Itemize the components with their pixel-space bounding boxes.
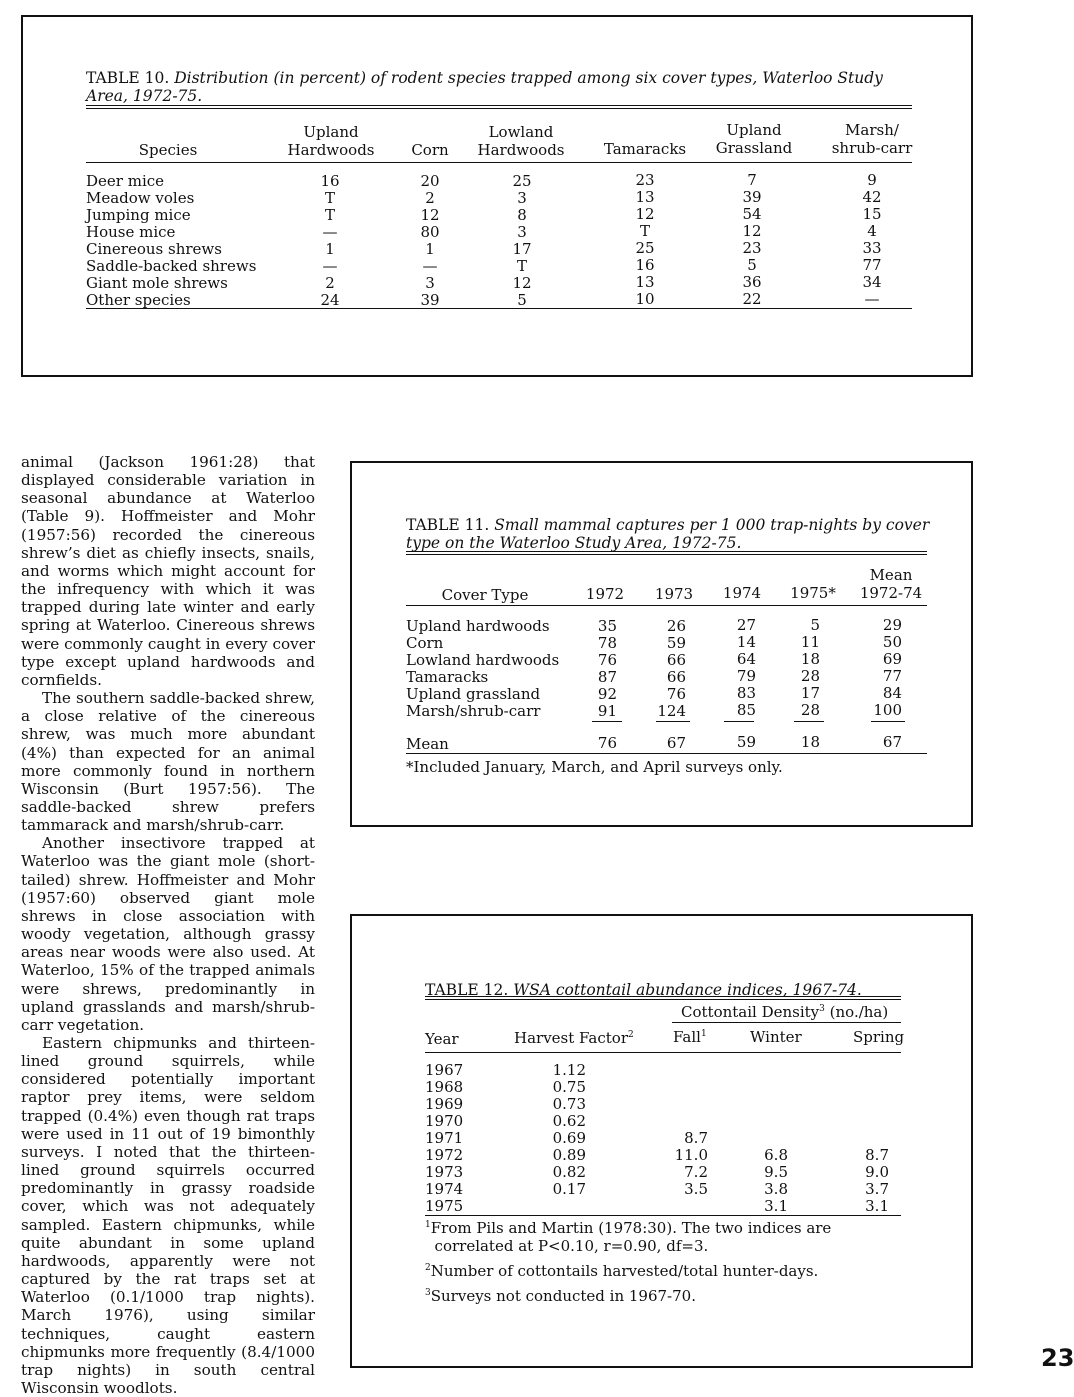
t10-cell: 4 <box>867 222 877 240</box>
t12-row-year: 1968 <box>425 1078 464 1096</box>
t10-cell: T <box>639 222 650 240</box>
t12-cell-winter: 6.8 <box>764 1146 788 1164</box>
t11-cell: 59 <box>666 634 686 652</box>
table-10-top-rule <box>86 105 912 109</box>
t10-cell: 12 <box>742 222 762 240</box>
t12-density-rule <box>672 1022 901 1023</box>
table-12-top-rule <box>425 996 901 1000</box>
table-12-header-rule <box>425 1052 901 1053</box>
t10-row-species: Other species <box>86 291 191 309</box>
t10-row-species: Giant mole shrews <box>86 274 228 292</box>
t10-cell: 7 <box>747 171 757 189</box>
t10-cell: 36 <box>742 273 762 291</box>
t11-mean-cell: 59 <box>736 733 756 751</box>
t10-cell: 42 <box>862 188 882 206</box>
paragraph-2: The southern saddle-backed shrew, a close relative of the cinereous shrew, was much more abundant (4%) than expected for an animal more commonly found in northern Wisconsin (Burt 1957:56). The saddle-backed shrew prefers tammarack and marsh/shrub-carr. <box>21 689 315 835</box>
t11-cell: 124 <box>657 702 686 720</box>
t11-cell: 5 <box>810 616 820 634</box>
t12-header-spring: Spring <box>853 1028 905 1046</box>
table-11-top-rule <box>406 551 927 555</box>
table-10-caption: TABLE 10. Distribution (in percent) of rodent species trapped among six cover types, Waterloo Study Area, 1972-75. <box>86 69 883 105</box>
t11-cell: 87 <box>597 668 617 686</box>
t10-cell: 25 <box>512 172 532 190</box>
t12-cell-fall: 11.0 <box>674 1146 708 1164</box>
t10-cell: 39 <box>420 291 440 309</box>
t12-row-year: 1973 <box>425 1163 464 1181</box>
t10-cell: 77 <box>862 256 882 274</box>
t11-cell: 83 <box>736 684 756 702</box>
t10-cell: 22 <box>742 290 762 308</box>
t10-cell: 17 <box>512 240 532 258</box>
t12-cell-winter: 9.5 <box>764 1163 788 1181</box>
t11-cell: 77 <box>882 667 902 685</box>
t10-cell: 12 <box>635 205 655 223</box>
t10-row-species: Saddle-backed shrews <box>86 257 257 275</box>
t12-row-year: 1969 <box>425 1095 464 1113</box>
t11-row-cover: Upland hardwoods <box>406 617 550 635</box>
t10-cell: 2 <box>325 274 335 292</box>
t10-cell: 23 <box>742 239 762 257</box>
t10-cell: T <box>516 257 527 275</box>
t11-cell: 78 <box>597 634 617 652</box>
t12-cell-harvest: 0.62 <box>552 1112 586 1130</box>
t10-cell: 33 <box>862 239 882 257</box>
t10-cell: 34 <box>862 273 882 291</box>
t10-cell: T <box>324 189 335 207</box>
paragraph-4: Eastern chipmunks and thirteen-lined ground squirrels, while considered potentially important raptor prey items, were seldom trapped (0.4%) even though rat traps were used in 11 out of 19 bimonthly surveys. I noted that the thirteen-lined ground squirrels occurred predominantly in grassy roadside cover, which was not adequately sampled. Eastern chipmunks, while quite abundant in some upland hardwoods, apparently were not captured by the rat traps set at Waterloo (0.1/1000 trap nights). March 1976), using similar techniques, caught eastern chipmunks more frequently (8.4/1000 trap nights) in south central Wisconsin woodlots. <box>21 1034 315 1397</box>
t11-cell: 79 <box>736 667 756 685</box>
table-12-bottom-rule <box>425 1215 901 1216</box>
t10-cell: T <box>324 206 335 224</box>
t10-row-species: Jumping mice <box>86 206 191 224</box>
t11-cell: 66 <box>666 668 686 686</box>
t11-header-mean: Mean 1972-74 <box>859 566 923 602</box>
t10-cell: 25 <box>635 239 655 257</box>
t11-sum-rule-1974 <box>724 721 754 722</box>
table-11-caption: TABLE 11. Small mammal captures per 1 000 trap-nights by cover type on the Waterloo Study Area, 1972-75. <box>406 516 930 552</box>
t11-header-1972: 1972 <box>585 585 625 603</box>
paragraph-1: animal (Jackson 1961:28) that displayed considerable variation in seasonal abundance at Waterloo (Table 9). Hoffmeister and Mohr (1957:56) recorded the cinereous shrew’s diet as chiefly insects, snails, and worms which might account for the infrequency with which it was trapped during late winter and early spring at Waterloo. Cinereous shrews were commonly caught in every cover type except upland hardwoods and cornfields. <box>21 453 315 689</box>
table-11-bottom-rule <box>406 753 927 754</box>
t12-cell-harvest: 0.69 <box>552 1129 586 1147</box>
t10-cell: 15 <box>862 205 882 223</box>
t11-cell: 66 <box>666 651 686 669</box>
t10-cell: 12 <box>420 206 440 224</box>
t10-cell: — <box>422 257 438 275</box>
t10-cell: 5 <box>747 256 757 274</box>
t10-cell: 80 <box>420 223 440 241</box>
t11-footnote: *Included January, March, and April surveys only. <box>406 758 783 776</box>
t11-sum-rule-1972 <box>592 721 622 722</box>
t11-cell: 28 <box>800 701 820 719</box>
t10-cell: 5 <box>517 291 527 309</box>
t12-cell-spring: 8.7 <box>865 1146 889 1164</box>
t11-row-cover: Lowland hardwoods <box>406 651 560 669</box>
t11-mean-cell: 67 <box>666 734 686 752</box>
t10-cell: 9 <box>867 171 877 189</box>
t11-cell: 35 <box>597 617 617 635</box>
t12-cell-harvest: 0.17 <box>552 1180 586 1198</box>
t10-header-species: Species <box>138 141 198 159</box>
t10-cell: 12 <box>512 274 532 292</box>
t12-cell-harvest: 1.12 <box>552 1061 586 1079</box>
t11-cell: 69 <box>882 650 902 668</box>
t12-cell-harvest: 0.82 <box>552 1163 586 1181</box>
t12-cell-fall: 3.5 <box>684 1180 708 1198</box>
t12-header-harvest: Harvest Factor$^2$ <box>514 1029 634 1047</box>
t11-cell: 91 <box>597 702 617 720</box>
t10-cell: 1 <box>325 240 335 258</box>
t10-cell: 16 <box>635 256 655 274</box>
t12-footnote-2: $^2$Number of cottontails harvested/total hunter-days. <box>425 1262 819 1280</box>
t12-cell-harvest: 0.73 <box>552 1095 586 1113</box>
t12-cell-spring: 3.1 <box>865 1197 889 1215</box>
t12-cell-spring: 9.0 <box>865 1163 889 1181</box>
t11-sum-rule-mean <box>871 721 905 722</box>
t10-row-species: Deer mice <box>86 172 165 190</box>
t11-cell: 28 <box>800 667 820 685</box>
t11-cell: 100 <box>873 701 902 719</box>
t10-header-lowland-hardwoods: Lowland Hardwoods <box>477 123 565 159</box>
t11-cell: 14 <box>736 633 756 651</box>
t12-cell-harvest: 0.89 <box>552 1146 586 1164</box>
t10-header-marsh: Marsh/ shrub-carr <box>831 121 913 157</box>
t11-header-cover-type: Cover Type <box>441 586 529 604</box>
t12-row-year: 1975 <box>425 1197 464 1215</box>
t12-header-density: Cottontail Density$^3$ (no./ha) <box>681 1003 889 1021</box>
t10-cell: 20 <box>420 172 440 190</box>
t11-mean-cell: 67 <box>882 733 902 751</box>
t11-cell: 76 <box>666 685 686 703</box>
t11-cell: 17 <box>800 684 820 702</box>
t10-cell: 3 <box>517 223 527 241</box>
t11-row-cover: Corn <box>406 634 444 652</box>
t12-footnote-3: $^3$Surveys not conducted in 1967-70. <box>425 1287 696 1305</box>
t11-cell: 84 <box>882 684 902 702</box>
t10-header-corn: Corn <box>411 141 449 159</box>
t10-cell: 3 <box>517 189 527 207</box>
t10-cell: — <box>322 223 338 241</box>
t12-row-year: 1974 <box>425 1180 464 1198</box>
t10-header-upland-grassland: Upland Grassland <box>715 121 793 157</box>
t12-cell-fall: 7.2 <box>684 1163 708 1181</box>
t12-row-year: 1971 <box>425 1129 464 1147</box>
t10-cell: 13 <box>635 273 655 291</box>
t10-cell: 10 <box>635 290 655 308</box>
t10-cell: 2 <box>425 189 435 207</box>
t11-cell: 18 <box>800 650 820 668</box>
t11-cell: 76 <box>597 651 617 669</box>
t11-mean-cell: 76 <box>597 734 617 752</box>
t10-cell: 1 <box>425 240 435 258</box>
t12-header-year: Year <box>425 1030 459 1048</box>
t12-header-winter: Winter <box>750 1028 802 1046</box>
body-text-column <box>21 453 315 1397</box>
t11-cell: 27 <box>736 616 756 634</box>
paragraph-3: Another insectivore trapped at Waterloo was the giant mole (short-tailed) shrew. Hoffmeister and Mohr (1957:60) observed giant mole shrews in close association with woody vegetation, although grassy areas near woods were also used. At Waterloo, 15% of the trapped animals were shrews, predominantly in upland grasslands and marsh/shrub-carr vegetation. <box>21 834 315 1034</box>
t11-header-1974: 1974 <box>722 584 762 602</box>
t12-row-year: 1967 <box>425 1061 464 1079</box>
table-10-bottom-rule <box>86 308 912 309</box>
t10-row-species: House mice <box>86 223 176 241</box>
t10-cell: 24 <box>320 291 340 309</box>
t10-cell: — <box>322 257 338 275</box>
t10-cell: 3 <box>425 274 435 292</box>
t11-cell: 11 <box>800 633 820 651</box>
t11-sum-rule-1973 <box>656 721 690 722</box>
t11-header-1975: 1975* <box>790 584 836 602</box>
t12-cell-spring: 3.7 <box>865 1180 889 1198</box>
t12-cell-harvest: 0.75 <box>552 1078 586 1096</box>
t12-row-year: 1972 <box>425 1146 464 1164</box>
t12-cell-winter: 3.1 <box>764 1197 788 1215</box>
t11-cell: 29 <box>882 616 902 634</box>
t10-header-tamaracks: Tamaracks <box>603 140 687 158</box>
t11-sum-rule-1975 <box>794 721 824 722</box>
t12-cell-winter: 3.8 <box>764 1180 788 1198</box>
t11-row-cover: Marsh/shrub-carr <box>406 702 541 720</box>
t10-cell: — <box>864 290 880 308</box>
t11-cell: 64 <box>736 650 756 668</box>
page-number: 23 <box>1041 1344 1074 1372</box>
t11-mean-label: Mean <box>406 735 449 753</box>
t10-cell: 54 <box>742 205 762 223</box>
t11-mean-cell: 18 <box>800 733 820 751</box>
t10-header-upland-hardwoods: Upland Hardwoods <box>287 123 375 159</box>
t11-header-1973: 1973 <box>654 585 694 603</box>
t11-row-cover: Upland grassland <box>406 685 541 703</box>
t10-cell: 13 <box>635 188 655 206</box>
t11-cell: 50 <box>882 633 902 651</box>
t10-cell: 16 <box>320 172 340 190</box>
t12-row-year: 1970 <box>425 1112 464 1130</box>
t12-header-fall: Fall$^1$ <box>673 1028 707 1046</box>
t10-cell: 39 <box>742 188 762 206</box>
table-12-caption: TABLE 12. WSA cottontail abundance indices, 1967-74. <box>425 981 862 999</box>
t11-cell: 92 <box>597 685 617 703</box>
t12-footnote-1: $^1$From Pils and Martin (1978:30). The two indices are correlated at P<0.10, r=0.90, df=3. <box>425 1219 832 1255</box>
t10-row-species: Cinereous shrews <box>86 240 222 258</box>
t10-row-species: Meadow voles <box>86 189 195 207</box>
t11-row-cover: Tamaracks <box>406 668 489 686</box>
t11-cell: 26 <box>666 617 686 635</box>
t10-cell: 8 <box>517 206 527 224</box>
t11-cell: 85 <box>736 701 756 719</box>
table-11-header-rule <box>406 605 927 606</box>
t10-cell: 23 <box>635 171 655 189</box>
table-10-header-rule <box>86 162 912 163</box>
t12-cell-fall: 8.7 <box>684 1129 708 1147</box>
